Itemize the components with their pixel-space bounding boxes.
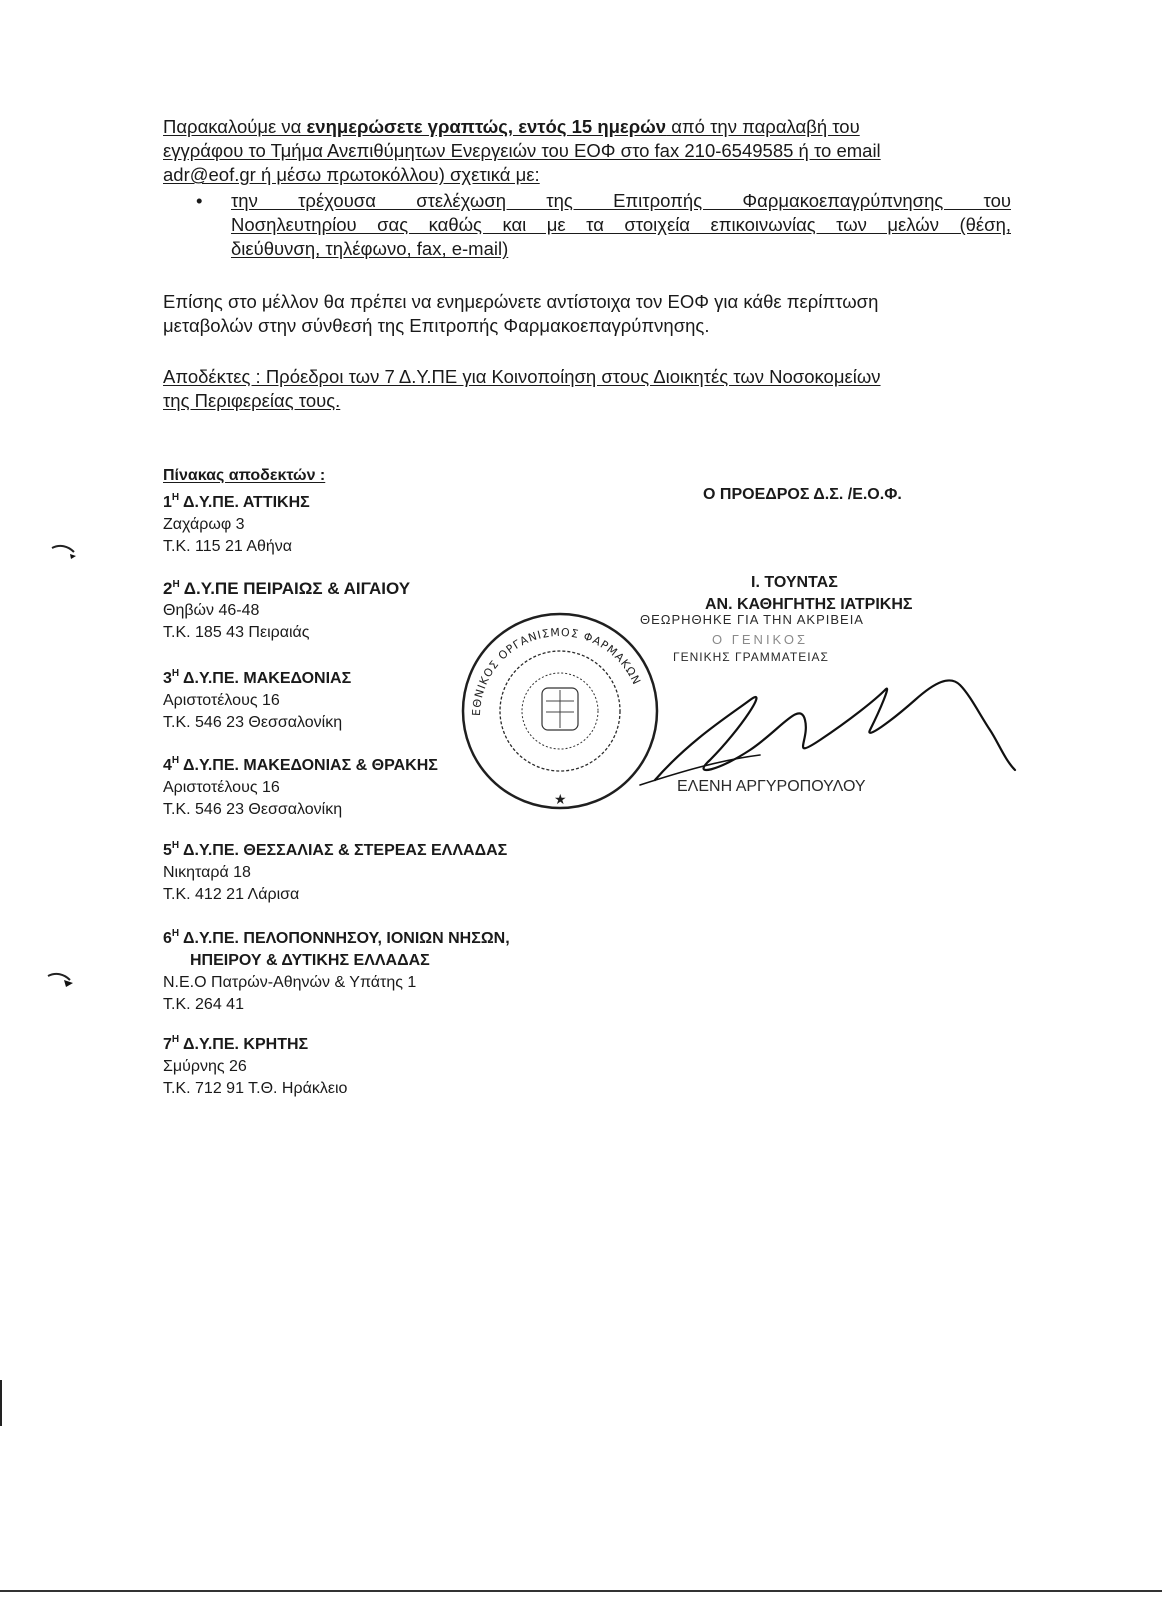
seal-text: ΕΘΝΙΚΟΣ ΟΡΓΑΝΙΣΜΟΣ ΦΑΡΜΑΚΩΝ	[469, 625, 644, 717]
bullet-dot: •	[196, 190, 203, 211]
recipients-heading: Πίνακας αποδεκτών :	[163, 467, 326, 484]
signature-name: Ι. ΤΟΥΝΤΑΣ	[751, 574, 838, 591]
recipient-address: Ζαχάρωφ 3	[163, 516, 245, 533]
recipient-6	[163, 923, 510, 1016]
recipient-postal: Τ.Κ. 185 43 Πειραιάς	[163, 624, 310, 641]
recipient-postal: Τ.Κ. 546 23 Θεσσαλονίκη	[163, 801, 343, 818]
bullet-line-1: την τρέχουσα στελέχωση της Επιτροπής Φαρμακοεπαγρύπνησης του	[231, 190, 1011, 211]
recipient-name: $6^H$ Δ.Υ.ΠΕ. ΠΕΛΟΠΟΝΝΗΣΟΥ, ΙΟΝΙΩΝ ΝΗΣΩΝ,	[163, 928, 510, 947]
recipient-name: $1^H$ Δ.Υ.ΠΕ. ΑΤΤΙΚΗΣ	[163, 492, 310, 511]
recipient-2	[163, 574, 410, 644]
recipient-7	[163, 1029, 347, 1100]
recipients-note-line-1: Αποδέκτες : Πρόεδροι των 7 Δ.Υ.ΠΕ για Κοινοποίηση στους Διοικητές των Νοσοκομείων	[163, 366, 881, 387]
future-line-2: μεταβολών στην σύνθεσή της Επιτροπής Φαρμακοεπαγρύπνησης.	[163, 315, 710, 336]
recipients-note-line-2: της Περιφερείας τους.	[163, 390, 341, 411]
request-text-start: Παρακαλούμε να	[163, 116, 307, 137]
stamp-secretariat-line: ΓΕΝΙΚΗΣ ΓΡΑΜΜΑΤΕΙΑΣ	[673, 650, 829, 664]
recipient-address: Σμύρνης 26	[163, 1058, 247, 1075]
recipient-name: $7^H$ Δ.Υ.ΠΕ. ΚΡΗΤΗΣ	[163, 1034, 309, 1053]
future-line-1: Επίσης στο μέλλον θα πρέπει να ενημερώνετε αντίστοιχα τον ΕΟΦ για κάθε περίπτωση	[163, 291, 879, 312]
signature-title: ΑΝ. ΚΑΘΗΓΗΤΗΣ ΙΑΤΡΙΚΗΣ	[705, 596, 913, 613]
recipient-postal: Τ.Κ. 712 91 Τ.Θ. Ηράκλειο	[163, 1080, 348, 1097]
paragraph-request	[163, 115, 1011, 187]
stamp-signer-name: ΕΛΕΝΗ ΑΡΓΥΡΟΠΟΥΛΟΥ	[677, 778, 866, 795]
request-line-2: εγγράφου το Τμήμα Ανεπιθύμητων Ενεργειών του ΕΟΦ στο fax 210-6549585 ή το email	[163, 140, 881, 161]
recipient-name: $2^H$ Δ.Υ.ΠΕ ΠΕΙΡΑΙΩΣ & ΑΙΓΑΙΟΥ	[163, 579, 411, 598]
scan-mark-icon	[46, 970, 76, 990]
scan-mark-icon	[50, 542, 80, 562]
recipient-5	[163, 835, 507, 906]
recipient-name: $5^H$ Δ.Υ.ΠΕ. ΘΕΣΣΑΛΙΑΣ & ΣΤΕΡΕΑΣ ΕΛΛΑΔΑΣ	[163, 840, 508, 859]
recipient-4	[163, 750, 438, 821]
stamp-secretary-line: Ο ΓΕΝΙΚΟΣ	[712, 632, 808, 647]
paragraph-future-updates	[163, 290, 1011, 338]
stamp-certified-line: ΘΕΩΡΗΘΗΚΕ ΓΙΑ ΤΗΝ ΑΚΡΙΒΕΙΑ	[640, 612, 864, 627]
recipient-address: Νικηταρά 18	[163, 864, 251, 881]
recipient-name-continued: ΗΠΕΙΡΟΥ & ΔΥΤΙΚΗΣ ΕΛΛΑΔΑΣ	[190, 952, 430, 969]
bullet-text	[231, 189, 1011, 261]
request-line-3: adr@eof.gr ή μέσω πρωτοκόλλου) σχετικά με:	[163, 164, 540, 185]
scan-bottom-line	[0, 1590, 1162, 1592]
handwritten-signature	[630, 660, 1030, 800]
recipient-postal: Τ.Κ. 115 21 Αθήνα	[163, 538, 293, 555]
recipient-name: $3^H$ Δ.Υ.ΠΕ. ΜΑΚΕΔΟΝΙΑΣ	[163, 668, 352, 687]
recipient-postal: Τ.Κ. 546 23 Θεσσαλονίκη	[163, 714, 343, 731]
seal-star-icon: ★	[554, 791, 567, 807]
recipient-name: $4^H$ Δ.Υ.ΠΕ. ΜΑΚΕΔΟΝΙΑΣ & ΘΡΑΚΗΣ	[163, 755, 438, 774]
recipient-3	[163, 663, 351, 734]
request-emphasis: ενημερώσετε γραπτώς, εντός 15 ημερών	[306, 116, 667, 137]
signature-role: Ο ΠΡΟΕΔΡΟΣ Δ.Σ. /Ε.Ο.Φ.	[703, 486, 902, 503]
request-line-1	[163, 115, 1011, 139]
request-text-end: από την παραλαβή του	[666, 116, 860, 137]
bullet-line-2: Νοσηλευτηρίου σας καθώς και με τα στοιχεία επικοινωνίας των μελών (θέση,	[231, 214, 1011, 235]
recipient-address: Ν.Ε.Ο Πατρών-Αθηνών & Υπάτης 1	[163, 974, 417, 991]
recipient-postal: Τ.Κ. 412 21 Λάρισα	[163, 886, 300, 903]
bullet-line-3: διεύθυνση, τηλέφωνο, fax, e-mail)	[231, 238, 509, 259]
paragraph-recipients-note	[163, 365, 1011, 413]
recipient-1	[163, 487, 310, 558]
recipient-address: Θηβών 46-48	[163, 602, 260, 619]
recipient-postal: Τ.Κ. 264 41	[163, 996, 244, 1013]
recipient-address: Αριστοτέλους 16	[163, 779, 280, 796]
scan-edge-line	[0, 1380, 2, 1426]
recipient-address: Αριστοτέλους 16	[163, 692, 280, 709]
